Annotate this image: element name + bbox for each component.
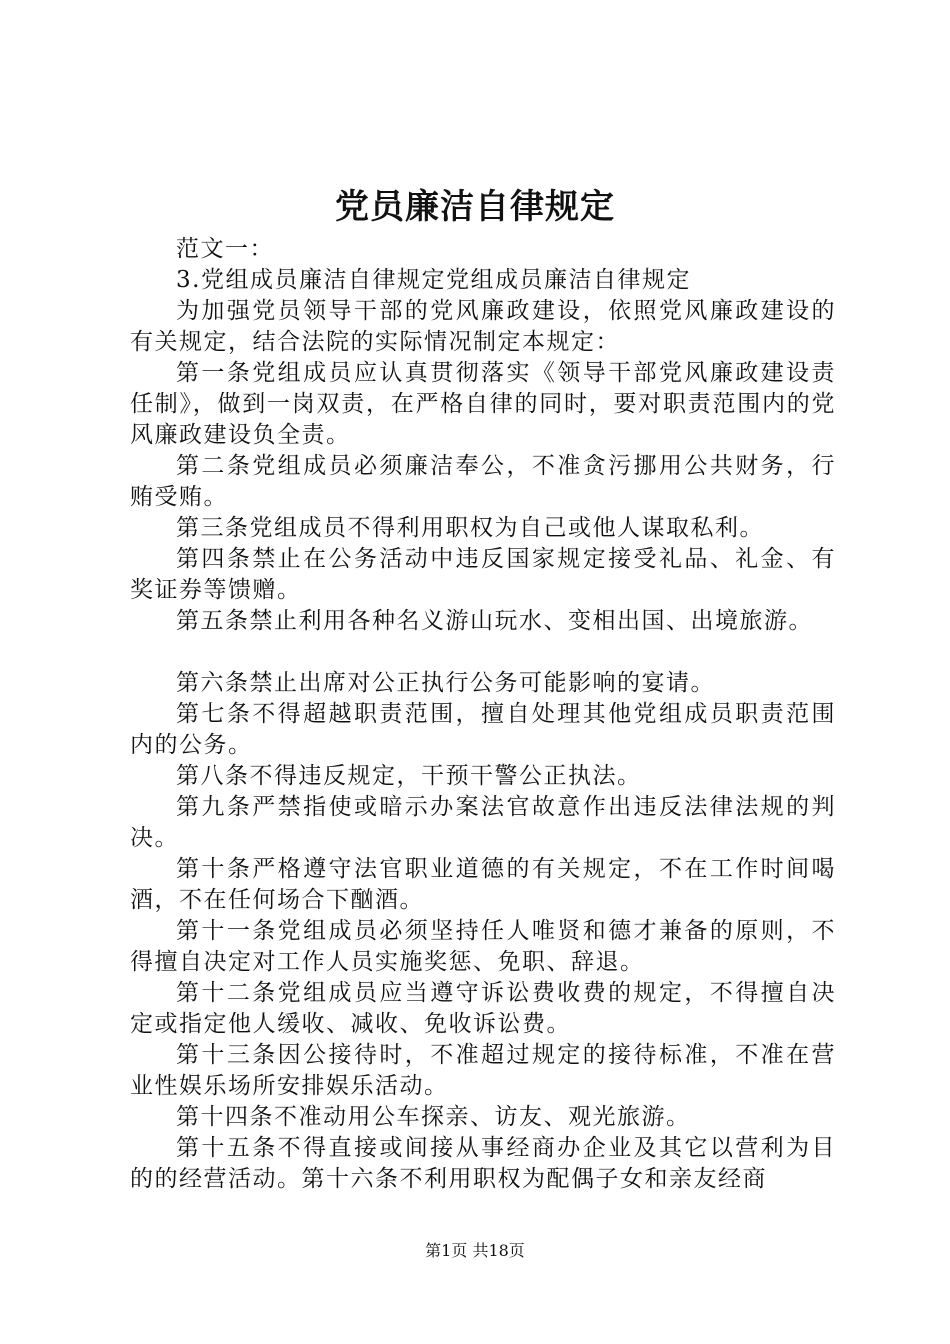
paragraph-article-1: 第一条党组成员应认真贯彻落实《领导干部党风廉政建设责任制》，做到一岗双责，在严格自律的同时，要对职责范围内的党风廉政建设负全责。	[130, 360, 836, 448]
paragraph-article-14: 第十四条不准动用公车探亲、访友、观光旅游。	[176, 1104, 691, 1130]
document-body	[130, 234, 836, 1195]
paragraph-intro-label: 范文一：	[176, 236, 274, 262]
paragraph-article-4: 第四条禁止在公务活动中违反国家规定接受礼品、礼金、有奖证券等馈赠。	[130, 546, 836, 603]
paragraph-subtitle: 3.党组成员廉洁自律规定党组成员廉洁自律规定	[176, 267, 691, 293]
paragraph-article-12: 第十二条党组成员应当遵守诉讼费收费的规定，不得擅自决定或指定他人缓收、减收、免收诉讼费。	[130, 980, 836, 1037]
paragraph-preamble: 为加强党员领导干部的党风廉政建设，依照党风廉政建设的有关规定，结合法院的实际情况制定本规定：	[130, 298, 836, 355]
paragraph-article-3: 第三条党组成员不得利用职权为自己或他人谋取私利。	[176, 515, 764, 541]
paragraph-article-10: 第十条严格遵守法官职业道德的有关规定，不在工作时间喝酒，不在任何场合下酗酒。	[130, 856, 836, 913]
paragraph-article-11: 第十一条党组成员必须坚持任人唯贤和德才兼备的原则，不得擅自决定对工作人员实施奖惩、免职、辞退。	[130, 918, 836, 975]
paragraph-article-8: 第八条不得违反规定，干预干警公正执法。	[176, 763, 642, 789]
paragraph-article-9: 第九条严禁指使或暗示办案法官故意作出违反法律法规的判决。	[130, 794, 836, 851]
page-number-footer: 第1页 共18页	[425, 1241, 525, 1260]
paragraph-article-2: 第二条党组成员必须廉洁奉公，不准贪污挪用公共财务，行贿受贿。	[130, 453, 836, 510]
paragraph-article-6: 第六条禁止出席对公正执行公务可能影响的宴请。	[176, 670, 715, 696]
paragraph-article-7: 第七条不得超越职责范围，擅自处理其他党组成员职责范围内的公务。	[130, 701, 836, 758]
paragraph-article-5: 第五条禁止利用各种名义游山玩水、变相出国、出境旅游。	[176, 608, 813, 634]
document-title: 党员廉洁自律规定	[335, 187, 615, 227]
paragraph-article-15: 第十五条不得直接或间接从事经商办企业及其它以营利为目的的经营活动。第十六条不利用职权为配偶子女和亲友经商	[130, 1135, 836, 1192]
paragraph-article-13: 第十三条因公接待时，不准超过规定的接待标准，不准在营业性娱乐场所安排娱乐活动。	[130, 1042, 836, 1099]
